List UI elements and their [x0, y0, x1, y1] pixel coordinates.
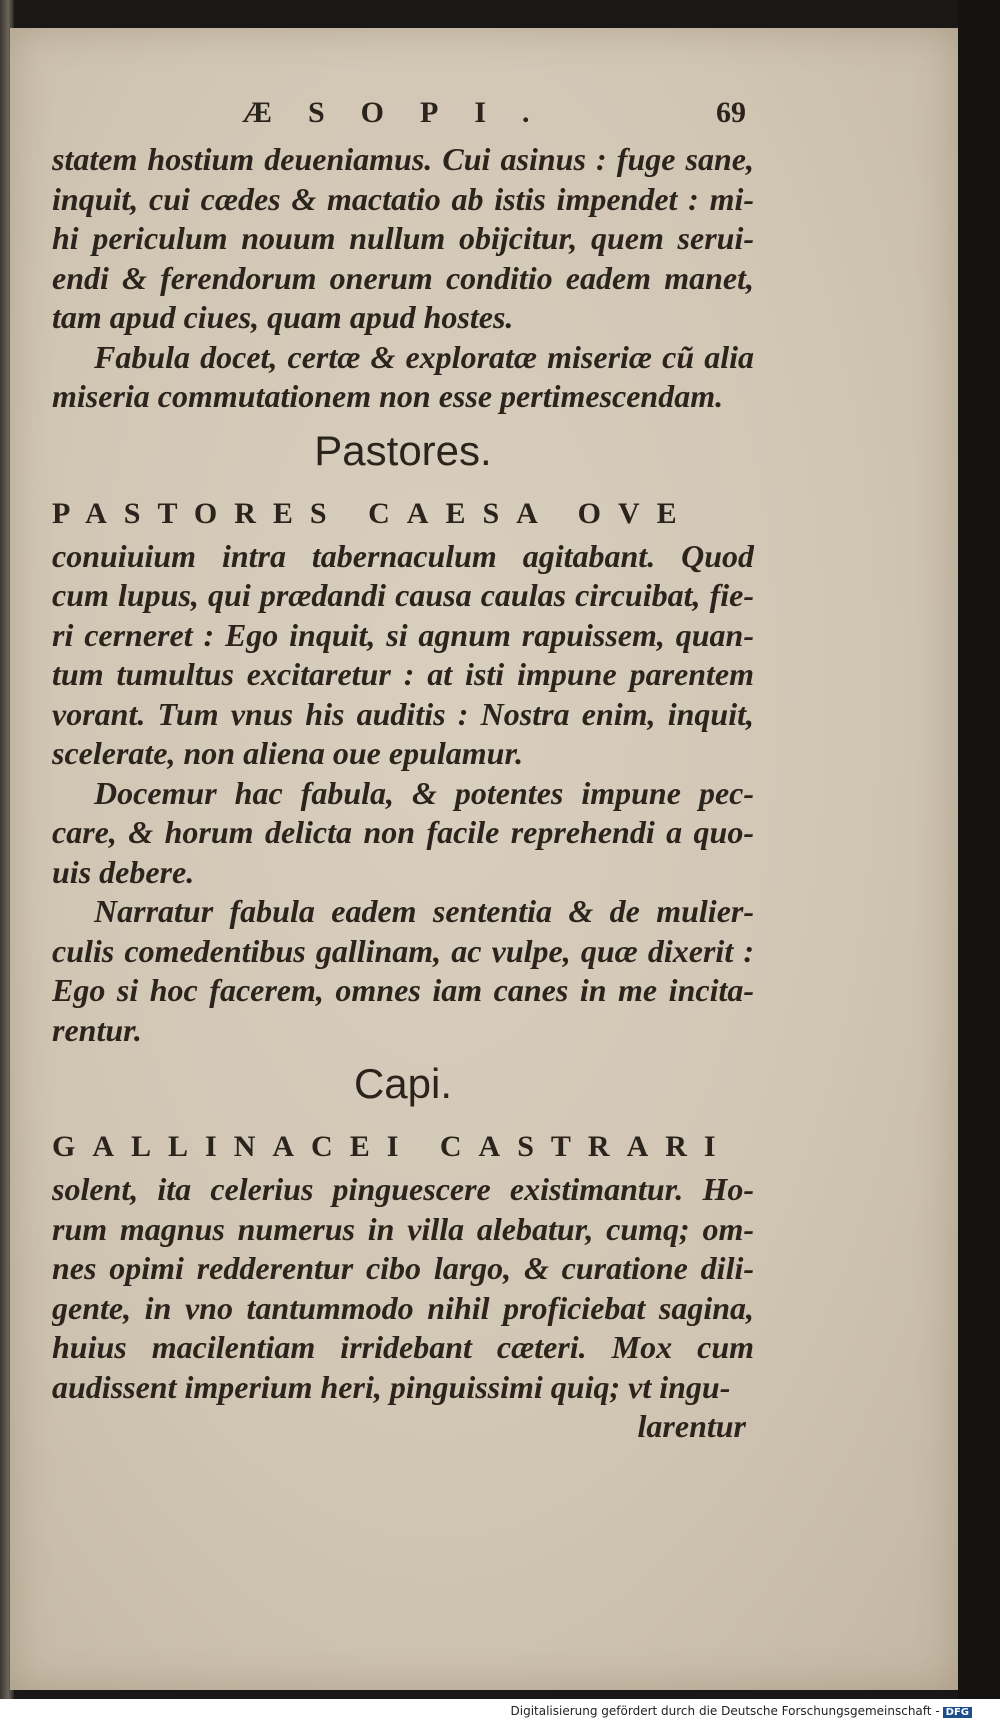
- scan-edge: [958, 0, 1000, 1721]
- paragraph: [52, 338, 754, 417]
- text-line: Ego si hoc facerem, omnes iam canes in me incita-: [52, 972, 754, 1008]
- text-line: tam apud ciues, quam apud hostes.: [52, 299, 514, 335]
- text-line: ri cerneret : Ego inquit, si agnum rapuissem, quan-: [52, 616, 754, 653]
- dfg-logo: DFG: [943, 1707, 972, 1718]
- text-line: conuiuium intra tabernaculum agitabant. Quod: [52, 537, 754, 574]
- footer-bar: [0, 1699, 1000, 1721]
- paragraph: [52, 140, 754, 338]
- text-line: cum lupus, qui prædandi causa caulas circuibat, fie-: [52, 577, 754, 613]
- text-line: Fabula docet, certæ & exploratæ miseriæ cũ alia: [94, 338, 754, 375]
- text-line: huius macilentiam irridebant cæteri. Mox cum: [52, 1329, 754, 1365]
- footer-credit-text: Digitalisierung gefördert durch die Deutsche Forschungsgemeinschaft -: [510, 1704, 940, 1718]
- text-line: uis debere.: [52, 853, 195, 890]
- running-head: ÆSOPI.: [242, 96, 566, 129]
- text-line: rum magnus numerus in villa alebatur, cumq; om-: [52, 1210, 754, 1247]
- opening-capitals: PASTORES CAESA OVE: [52, 496, 694, 530]
- text-line: Docemur hac fabula, & potentes impune pec-: [94, 774, 754, 811]
- paragraph: [52, 1124, 754, 1407]
- page-body: [52, 140, 754, 1447]
- text-line: rentur.: [52, 1011, 142, 1048]
- section-heading: Pastores.: [314, 426, 492, 474]
- opening-capitals: GALLINACEI CASTRARI: [52, 1130, 733, 1163]
- section-heading: Capi.: [353, 1060, 453, 1107]
- text-line: endi & ferendorum onerum conditio eadem manet,: [52, 259, 754, 296]
- text-line: tum tumultus excitaretur : at isti impune parentem: [52, 656, 754, 692]
- text-line: inquit, cui cædes & mactatio ab istis impendet : mi-: [52, 180, 754, 217]
- footer-credit: [511, 1704, 973, 1718]
- text-line: miseria commutationem non esse pertimescendam.: [52, 378, 724, 414]
- text-line: gente, in vno tantummodo nihil proficiebat sagina,: [52, 1289, 754, 1326]
- text-line: scelerate, non aliena oue epulamur.: [52, 735, 524, 771]
- text-line: statem hostium deueniamus. Cui asinus : fuge sane,: [52, 141, 754, 177]
- text-line: solent, ita celerius pinguescere existimantur. Ho-: [52, 1171, 754, 1207]
- text-line: audissent imperium heri, pinguissimi quiq; vt ingu-: [52, 1368, 731, 1405]
- paragraph: [52, 774, 754, 893]
- page-number: 69: [716, 96, 746, 129]
- page-header: [52, 96, 754, 140]
- text-line: culis comedentibus gallinam, ac vulpe, quæ dixerit :: [52, 932, 754, 969]
- text-line: vorant. Tum vnus his auditis : Nostra enim, inquit,: [52, 695, 754, 732]
- text-line: care, & horum delicta non facile reprehendi a quo-: [52, 814, 754, 850]
- page-text: [52, 96, 754, 1447]
- text-line: nes opimi redderentur cibo largo, & curatione dili-: [52, 1250, 754, 1286]
- text-line: Narratur fabula eadem sententia & de mulier-: [94, 893, 754, 929]
- paragraph: [52, 892, 754, 1050]
- text-line: hi periculum nouum nullum obijcitur, quem serui-: [52, 220, 754, 256]
- catchword: larentur: [637, 1408, 746, 1444]
- paragraph: [52, 491, 754, 774]
